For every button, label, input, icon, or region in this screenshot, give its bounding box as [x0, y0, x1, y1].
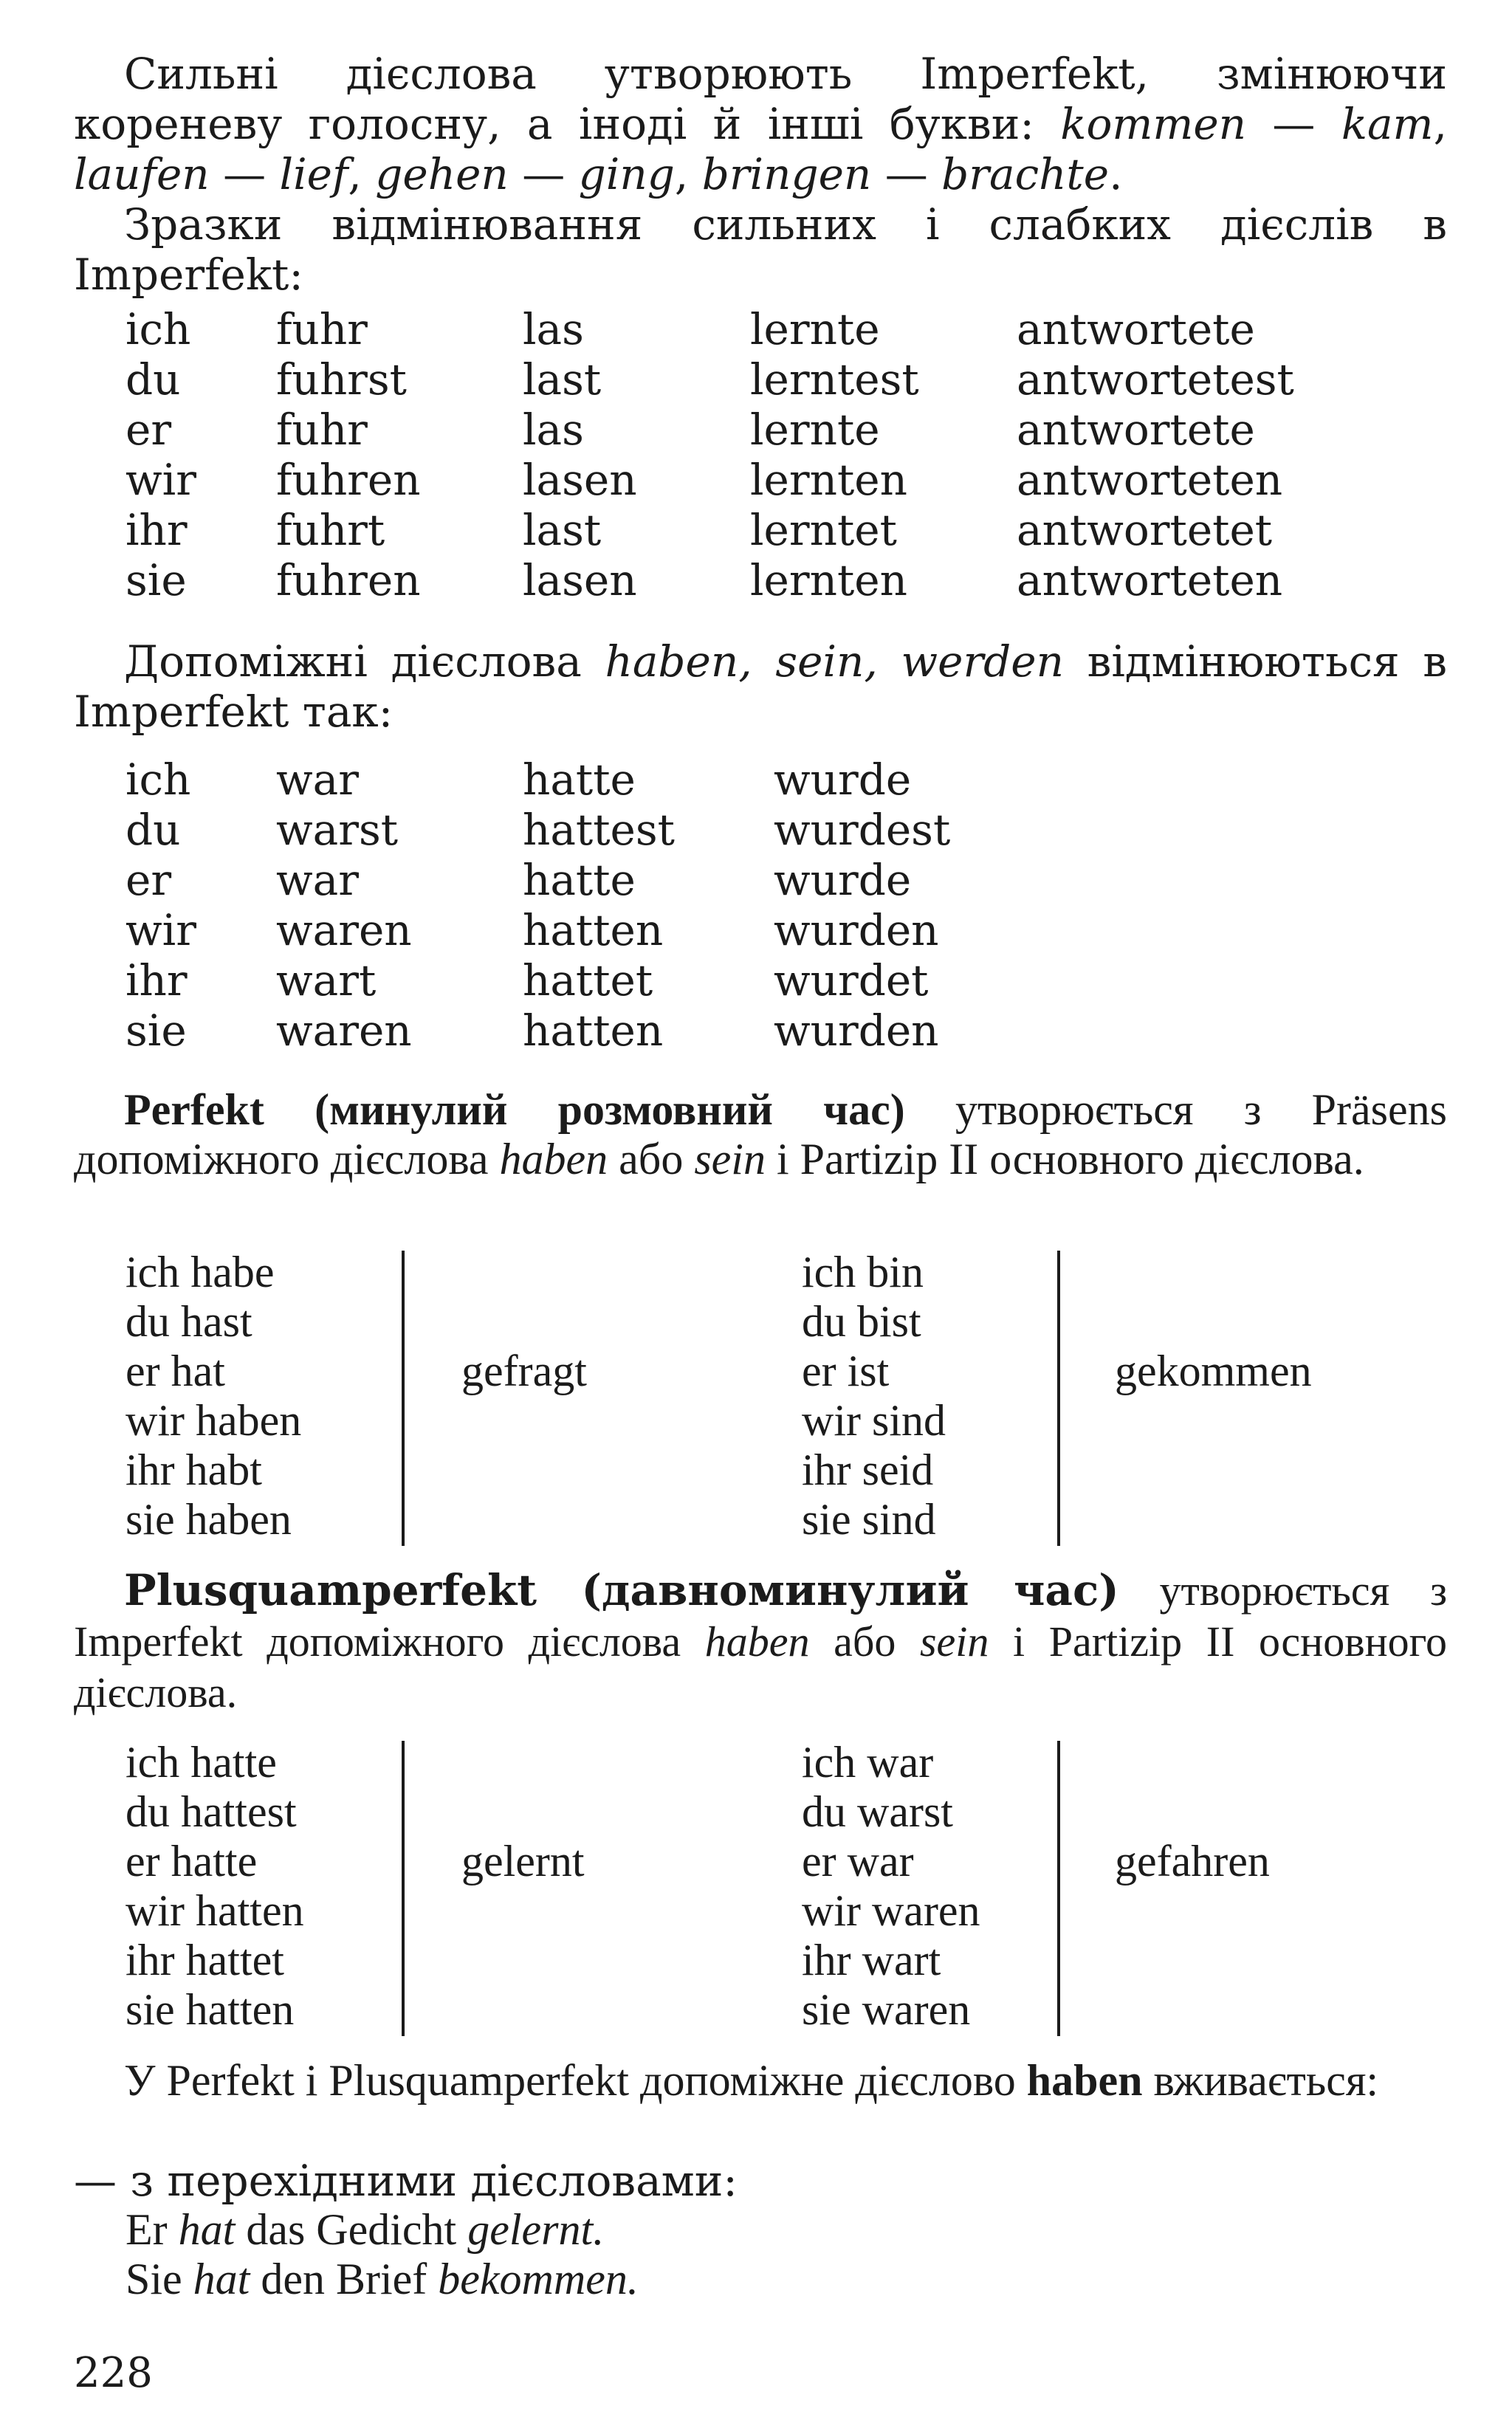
perfekt-sein-form: wir sind: [802, 1396, 946, 1445]
verb-form-cell: hattest: [523, 805, 675, 855]
example-past: lief: [279, 149, 348, 199]
verb-form-cell: warst: [276, 805, 399, 855]
verb-form-cell: hatten: [523, 905, 664, 955]
sentence-aux: hat: [178, 2205, 236, 2254]
plusquamperfekt-term: Plusquamperfekt (давноминулий час): [124, 1565, 1119, 1615]
perfekt-forms-box: [126, 1248, 1381, 1550]
perfekt-text-end: і Partizip II основного дієслова.: [765, 1135, 1364, 1183]
sentence-part: das Gedicht: [235, 2205, 468, 2254]
plusq-sein-form: sie waren: [802, 1985, 971, 2034]
sentence-part: Er: [126, 2205, 179, 2254]
example-infinitive: laufen: [74, 149, 210, 199]
usage-intro: [74, 2056, 1447, 2106]
verb-form-cell: wart: [276, 955, 377, 1006]
verb-form-cell: las: [523, 405, 584, 455]
verb-form-cell: wurde: [774, 754, 912, 805]
perfekt-text: або: [608, 1135, 695, 1183]
verb-form-cell: fuhrt: [276, 505, 385, 555]
dash: —: [508, 149, 579, 199]
perfekt-participle-left: gefragt: [461, 1347, 587, 1395]
verb-form-cell: antworteten: [1017, 555, 1283, 605]
pronoun-cell: ich: [126, 304, 191, 354]
example-past: ging: [578, 149, 675, 199]
imperfekt-intro: Зразки відмінювання сильних і слабких дієслів в Imperfekt:: [74, 199, 1447, 300]
plusq-text: або: [809, 1618, 920, 1666]
full-stop: .: [1109, 149, 1123, 199]
comma: ,: [674, 149, 702, 199]
verb-form-cell: lernten: [750, 455, 907, 505]
plusq-haben-form: ihr hattet: [126, 1936, 284, 1984]
perfekt-haben-form: sie haben: [126, 1495, 292, 1544]
perfekt-sein-form: du bist: [802, 1297, 921, 1346]
verb-form-cell: wurdest: [774, 805, 951, 855]
verb-form-cell: antwortetet: [1017, 505, 1273, 555]
aux-verbs-conjugation-table: [126, 754, 1159, 1056]
perfekt-sein-form: ihr seid: [802, 1446, 934, 1494]
perfekt-haben-form: ich habe: [126, 1248, 275, 1296]
verb-form-cell: antwortete: [1017, 304, 1255, 354]
verb-form-cell: fuhr: [276, 405, 368, 455]
verb-form-cell: lernten: [750, 555, 907, 605]
plusq-sein-form: du warst: [802, 1787, 953, 1836]
comma: ,: [1433, 99, 1447, 149]
verb-form-cell: waren: [276, 905, 412, 955]
aux-verbs-intro: [74, 636, 1447, 737]
plusq-participle-left: gelernt: [461, 1837, 585, 1886]
example-sentences: [126, 2205, 1233, 2309]
imperfekt-conjugation-table: [126, 304, 1381, 605]
plusq-sein-form: ihr wart: [802, 1936, 941, 1984]
perfekt-sein-form: sie sind: [802, 1495, 936, 1544]
plusq-text: утворюється з Imperfekt допоміжного дієслова: [74, 1567, 1447, 1666]
pronoun-cell: wir: [126, 905, 196, 955]
example-sentence: [126, 2255, 639, 2304]
pronoun-cell: sie: [126, 1006, 187, 1056]
example-infinitive: gehen: [375, 149, 509, 199]
example-sentence: [126, 2205, 604, 2255]
verb-form-cell: lasen: [523, 455, 637, 505]
sentence-participle: gelernt: [467, 2205, 594, 2254]
pronoun-cell: du: [126, 805, 181, 855]
plusq-sein-form: ich war: [802, 1738, 934, 1787]
aux-intro-text: Допоміжні дієслова: [124, 636, 605, 687]
perfekt-term: Perfekt (минулий розмовний час): [124, 1085, 905, 1134]
dash: —: [1246, 99, 1341, 149]
usage-text: У Perfekt і Plusquamperfekt допоміжне дієслово: [124, 2056, 1027, 2105]
verb-form-cell: fuhren: [276, 455, 421, 505]
plusq-haben-form: du hattest: [126, 1787, 297, 1836]
pronoun-cell: er: [126, 855, 172, 905]
pronoun-cell: ihr: [126, 955, 188, 1006]
pronoun-cell: er: [126, 405, 172, 455]
aux-haben: haben: [704, 1618, 810, 1666]
aux-haben-bold: haben: [1026, 2056, 1143, 2105]
sentence-part: Sie: [126, 2255, 193, 2303]
verb-form-cell: lerntet: [750, 505, 897, 555]
verb-form-cell: lernte: [750, 304, 880, 354]
bracket-line: [402, 1741, 405, 2036]
sentence-end: .: [593, 2205, 605, 2254]
plusq-text-end: і Partizip II основного дієслова.: [74, 1618, 1447, 1716]
verb-form-cell: hatte: [523, 855, 636, 905]
perfekt-haben-form: er hat: [126, 1347, 225, 1395]
perfekt-haben-form: wir haben: [126, 1396, 302, 1445]
verb-form-cell: fuhren: [276, 555, 421, 605]
plusq-sein-form: er war: [802, 1837, 914, 1886]
aux-sein: sein: [919, 1618, 989, 1666]
verb-form-cell: wurden: [774, 1006, 939, 1056]
usage-point: — з перехідними дієсловами:: [74, 2156, 738, 2206]
usage-text-end: вживається:: [1142, 2056, 1379, 2105]
sentence-aux: hat: [193, 2255, 250, 2303]
verb-form-cell: hattet: [523, 955, 653, 1006]
verb-form-cell: lernte: [750, 405, 880, 455]
plusq-haben-form: er hatte: [126, 1837, 258, 1886]
comma: ,: [348, 149, 376, 199]
verb-form-cell: lerntest: [750, 354, 919, 405]
verb-form-cell: wurde: [774, 855, 912, 905]
example-infinitive: bringen: [701, 149, 872, 199]
example-infinitive: kommen: [1060, 99, 1247, 149]
pronoun-cell: sie: [126, 555, 187, 605]
verb-form-cell: las: [523, 304, 584, 354]
pronoun-cell: ihr: [126, 505, 188, 555]
bracket-line: [402, 1251, 405, 1546]
plusquamperfekt-forms-box: [126, 1738, 1381, 2041]
dash: —: [209, 149, 280, 199]
perfekt-haben-form: du hast: [126, 1297, 252, 1346]
verb-form-cell: last: [523, 354, 602, 405]
pronoun-cell: wir: [126, 455, 196, 505]
verb-form-cell: waren: [276, 1006, 412, 1056]
verb-form-cell: last: [523, 505, 602, 555]
aux-intro-text-end: відмінюються в Imperfekt так:: [74, 636, 1447, 737]
verb-form-cell: wurdet: [774, 955, 929, 1006]
aux-sein: sein: [694, 1135, 766, 1183]
sentence-end: .: [627, 2255, 639, 2303]
verb-form-cell: wurden: [774, 905, 939, 955]
perfekt-sein-form: er ist: [802, 1347, 890, 1395]
strong-verbs-paragraph: [74, 49, 1447, 199]
plusq-sein-form: wir waren: [802, 1886, 980, 1935]
pronoun-cell: du: [126, 354, 181, 405]
page-number: 228: [74, 2349, 153, 2397]
plusquamperfekt-intro: [74, 1565, 1447, 1718]
plusq-haben-form: ich hatte: [126, 1738, 277, 1787]
plusq-participle-right: gefahren: [1115, 1837, 1270, 1886]
perfekt-intro: [74, 1085, 1447, 1184]
verb-form-cell: hatten: [523, 1006, 664, 1056]
bracket-line: [1057, 1741, 1060, 2036]
perfekt-text: утворюється з Präsens допоміжного дієслова: [74, 1085, 1447, 1183]
verb-form-cell: war: [276, 855, 359, 905]
verb-form-cell: fuhr: [276, 304, 368, 354]
perfekt-sein-form: ich bin: [802, 1248, 924, 1296]
dash: —: [871, 149, 942, 199]
example-past: kam: [1341, 99, 1434, 149]
strong-verbs-lead: Сильні дієслова утворюють Imperfekt, змінюючи кореневу голосну, а іноді й інші букви:: [74, 49, 1447, 149]
verb-form-cell: antworteten: [1017, 455, 1283, 505]
verb-form-cell: hatte: [523, 754, 636, 805]
verb-form-cell: lasen: [523, 555, 637, 605]
sentence-participle: bekommen: [438, 2255, 628, 2303]
verb-form-cell: war: [276, 754, 359, 805]
sentence-part: den Brief: [250, 2255, 439, 2303]
verb-form-cell: antwortetest: [1017, 354, 1294, 405]
example-past: brachte: [941, 149, 1110, 199]
bracket-line: [1057, 1251, 1060, 1546]
aux-verbs-list: haben, sein, werden: [605, 636, 1064, 687]
verb-form-cell: fuhrst: [276, 354, 407, 405]
pronoun-cell: ich: [126, 754, 191, 805]
plusq-haben-form: sie hatten: [126, 1985, 295, 2034]
perfekt-participle-right: gekommen: [1115, 1347, 1312, 1395]
plusq-haben-form: wir hatten: [126, 1886, 304, 1935]
verb-form-cell: antwortete: [1017, 405, 1255, 455]
perfekt-haben-form: ihr habt: [126, 1446, 262, 1494]
aux-haben: haben: [499, 1135, 608, 1183]
